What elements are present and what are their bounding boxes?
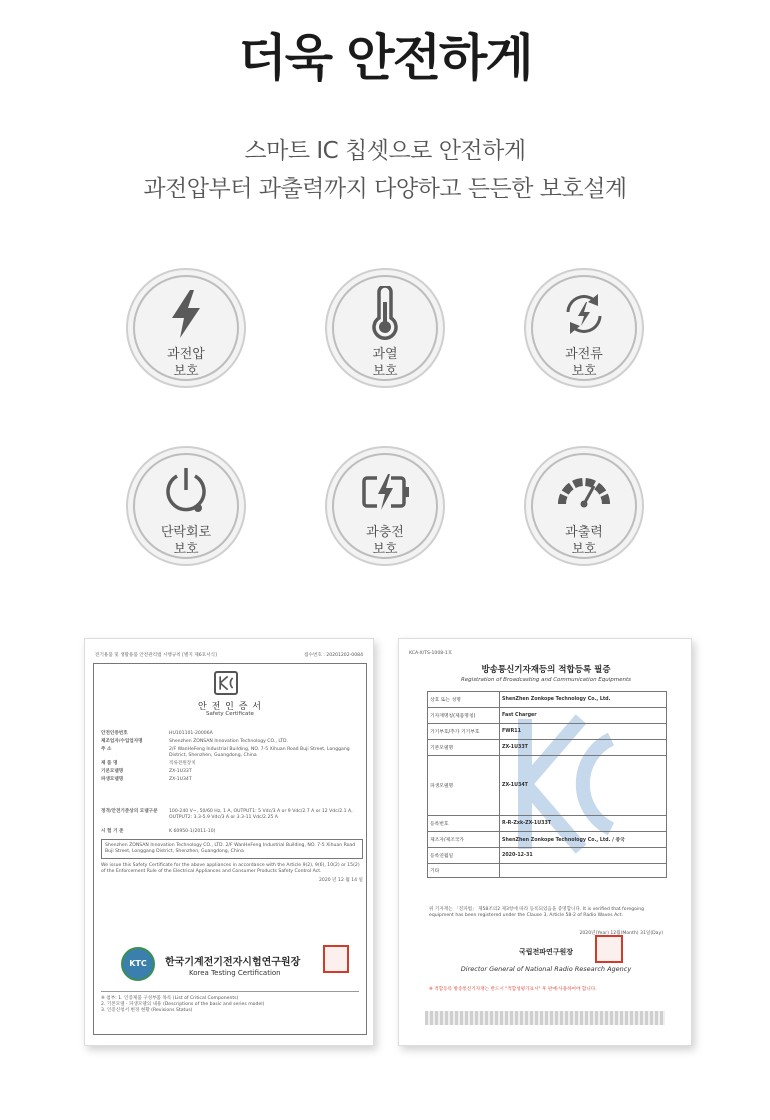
row-label: 기자재명칭(제품명칭) bbox=[428, 708, 500, 724]
row-label: 파생모델명 bbox=[428, 756, 500, 816]
feature-label: 과열 bbox=[372, 347, 398, 362]
reg-issuer-en: Director General of National Radio Research Agency bbox=[460, 965, 632, 973]
battery-charge-icon bbox=[357, 464, 413, 520]
row-value: 100-240 V~, 50/60 Hz, 1 A, OUTPUT1: 5 Vdc/3 A or 9 Vdc/2.7 A or 12 Vdc/2.1 A, OUTPUT2: 3.3-5.9 Vdc/3 A or 3.3-11 Vdc/2.25 A bbox=[169, 809, 353, 820]
row-value: Fast Charger bbox=[500, 708, 667, 724]
feature-overpower bbox=[524, 446, 644, 566]
reg-warning: ※ 적합등록 방송통신기자재는 반드시 "적합성평가표시" 후 판매·사용하여야 합니다. bbox=[429, 987, 597, 992]
row-label: 등록연월일 bbox=[428, 848, 500, 864]
row-label: 제조자/제조국가 bbox=[428, 832, 500, 848]
official-seal bbox=[595, 935, 623, 963]
feature-overheat bbox=[325, 268, 445, 388]
form-footer-strip bbox=[425, 1011, 665, 1025]
row-label: 정격/안전기준상의 모델구분 bbox=[101, 809, 158, 814]
issuer-ko: 한국기계전기전자시험연구원장 bbox=[165, 957, 301, 968]
row-value: 직류전원장치 bbox=[169, 761, 196, 766]
headline: 더욱 안전하게 bbox=[238, 29, 532, 87]
row-value: Shenzhen ZONSAN Innovation Technology CO., LTD. bbox=[169, 739, 289, 744]
feature-label: 과전류 bbox=[565, 347, 603, 362]
row-value: K 60950-1(2011-10) bbox=[169, 829, 216, 834]
kc-logo bbox=[214, 671, 238, 695]
row-value: HU101101-20006A bbox=[169, 731, 213, 736]
reg-header-left: KCA-X/TS-1008-1호 bbox=[409, 651, 453, 656]
feature-overvoltage bbox=[126, 268, 246, 388]
row-value: R-R-Zxk-ZX-1U33T bbox=[500, 816, 667, 832]
cert-header-left: 전기용품 및 생활용품 안전관리법 시행규칙 [별지 제6호서식] bbox=[95, 653, 217, 658]
row-label: 파생모델명 bbox=[101, 777, 124, 782]
row-value: 2/F WanHeFeng Industrial Building, NO. 7-5 Xihuan Road Buji Street, Longgang District, Shenzhen, Guangdong, China bbox=[169, 747, 350, 758]
official-seal bbox=[323, 945, 349, 973]
reg-title-ko: 방송통신기자재등의 적합등록 필증 bbox=[481, 665, 611, 675]
row-label: 기본모델명 bbox=[101, 769, 124, 774]
feature-label: 과출력 bbox=[565, 525, 603, 540]
row-value: ShenZhen Zonkope Technology Co., Ltd. / 중국 bbox=[500, 832, 667, 848]
feature-short-circuit bbox=[126, 446, 246, 566]
feature-label: 보호 bbox=[173, 364, 199, 379]
row-label: 기기부호/추가 기기부호 bbox=[428, 724, 500, 740]
subtitle-line-1: 스마트 IC 칩셋으로 안전하게 bbox=[244, 138, 526, 164]
cert-title-en: Safety Certificate bbox=[206, 711, 254, 717]
feature-label: 단락회로 bbox=[160, 525, 212, 540]
feature-label: 과전압 bbox=[167, 347, 205, 362]
feature-label: 보호 bbox=[571, 542, 597, 557]
row-label: 안전인증번호 bbox=[101, 731, 128, 736]
row-label: 제 품 명 bbox=[101, 761, 118, 766]
row-value: ZX-1U33T bbox=[169, 769, 192, 774]
row-value: ZX-1U34T bbox=[169, 777, 192, 782]
row-label: 주 소 bbox=[101, 747, 112, 752]
thermometer-icon bbox=[357, 286, 413, 342]
feature-label: 보호 bbox=[173, 542, 199, 557]
ktc-logo-text: KTC bbox=[129, 959, 147, 968]
reg-title-en: Registration of Broadcasting and Communication Equipments bbox=[460, 677, 632, 683]
cert-date: 2020 년 12 월 14 일 bbox=[319, 878, 363, 883]
row-label: 등록번호 bbox=[428, 816, 500, 832]
reg-date: 2020년(Year) 12월(Month) 31일(Day) bbox=[579, 931, 663, 936]
cert-title-ko: 안 전 인 증 서 bbox=[198, 702, 262, 712]
gauge-icon bbox=[556, 464, 612, 520]
reg-issuer-ko: 국립전파연구원장 bbox=[518, 948, 574, 956]
row-value bbox=[500, 864, 667, 878]
cert-header-right: 접수번호 : 20201202-0084 bbox=[304, 653, 363, 658]
cycle-lightning-icon bbox=[556, 286, 612, 342]
registration-certificate bbox=[398, 638, 692, 1046]
row-value: ZX-1U33T bbox=[500, 740, 667, 756]
row-value: FWR11 bbox=[500, 724, 667, 740]
ktc-logo bbox=[121, 947, 155, 981]
factory-box: Shenzhen ZONSAN Innovation Technology CO., LTD. 2/F WanHeFeng Industrial Building, NO. 7-5 Xihuan Road Buji Street, Longgang District, Shenzhen, Guangdong, China bbox=[101, 839, 363, 859]
cert-statement: We issue this Safety Certificate for the above appliances in accordance with the Article 9(2), 9(6), 10(2) or 15(2) of the Enforcement Rule of the Electrical Appliances and Consumer Products Safety Control Act. bbox=[101, 863, 360, 874]
row-value: ZX-1U34T bbox=[500, 756, 667, 816]
feature-label: 과충전 bbox=[366, 525, 404, 540]
row-label: 기본모델명 bbox=[428, 740, 500, 756]
cert-rows bbox=[101, 731, 363, 884]
row-value: 2020-12-31 bbox=[500, 848, 667, 864]
feature-label: 보호 bbox=[372, 542, 398, 557]
lightning-icon bbox=[158, 286, 214, 342]
safety-certificate: 전기용품 및 생활용품 안전관리법 시행규칙 [별지 제6호서식] 접수번호 : 20201202-0084 안 전 인 증 서 Safety Certificate 안전인증번호 HU101101-20006A 제조업자/수입업자명 Shenzhen ZONSAN Innovation Technology CO., LTD. 주 소 2/F WanHeFeng Industrial Building, NO. 7-5 Xihuan Road Buji Street, Longgang District, Shenzhen, Guangdong, China 제 품 명 직류전원장치 기본모델명 ZX-1U33T 파생모델명 ZX-1U34T 정격/안전기준상의 모델구분 100-240 V~, 50/60 Hz, 1 A, OUTPUT1: 5 Vdc/3 A or 9 Vdc/2.7 A or 12 Vdc/2.1 A, OUTPUT2: 3.3-5.9 Vdc/3 A or 3.3-11 Vdc/2.25 A 시 험 기 준 K 60950-1(2011-10) Shenzhen ZONSAN Innovation Technology CO., LTD. 2/F WanHeFeng Industrial Building, NO. 7-5 Xihuan Road Buji Street, Longgang District, Shenzhen, Guangdong, China We issue this Safety Certificate for the above appliances in accordance with the Article 9(2), 9(6), 10(2) or 15(2) of the Enforcement Rule of the Electrical Appliances and Consumer Products Safety Control Act. 2020 년 12 월 14 일 KTC 한국기계전기전자시험연구원장 Korea Testing Certification ※ 첨부: 1. 인증제품 구성부품 목록 (List of Critical Components) 2. 기본모델 · 파생모델의 내용 (Descriptions of the basic and series model) 3. 인증신청서 변경 현황 (Revisions Status) bbox=[84, 638, 374, 1046]
power-icon bbox=[158, 464, 214, 520]
feature-overcurrent bbox=[524, 268, 644, 388]
subtitle-line-2: 과전압부터 과출력까지 다양하고 든든한 보호설계 bbox=[143, 176, 627, 202]
issuer-en: Korea Testing Certification bbox=[189, 969, 281, 977]
feature-overcharge bbox=[325, 446, 445, 566]
reg-statement: 위 기자재는 「전파법」 제58조의2 제3항에 따라 등록되었음을 증명합니다. It is verified that foregoing equipment has been registered under the Clause 3, Article 58-2 of Radio Waves Act. bbox=[429, 907, 645, 918]
row-label: 상호 또는 성명 bbox=[428, 692, 500, 708]
registration-table bbox=[427, 691, 667, 878]
row-value: ShenZhen Zonkope Technology Co., Ltd. bbox=[500, 692, 667, 708]
feature-label: 보호 bbox=[372, 364, 398, 379]
row-label: 시 험 기 준 bbox=[101, 829, 124, 834]
row-label: 기타 bbox=[428, 864, 500, 878]
feature-label: 보호 bbox=[571, 364, 597, 379]
row-label: 제조업자/수입업자명 bbox=[101, 739, 143, 744]
